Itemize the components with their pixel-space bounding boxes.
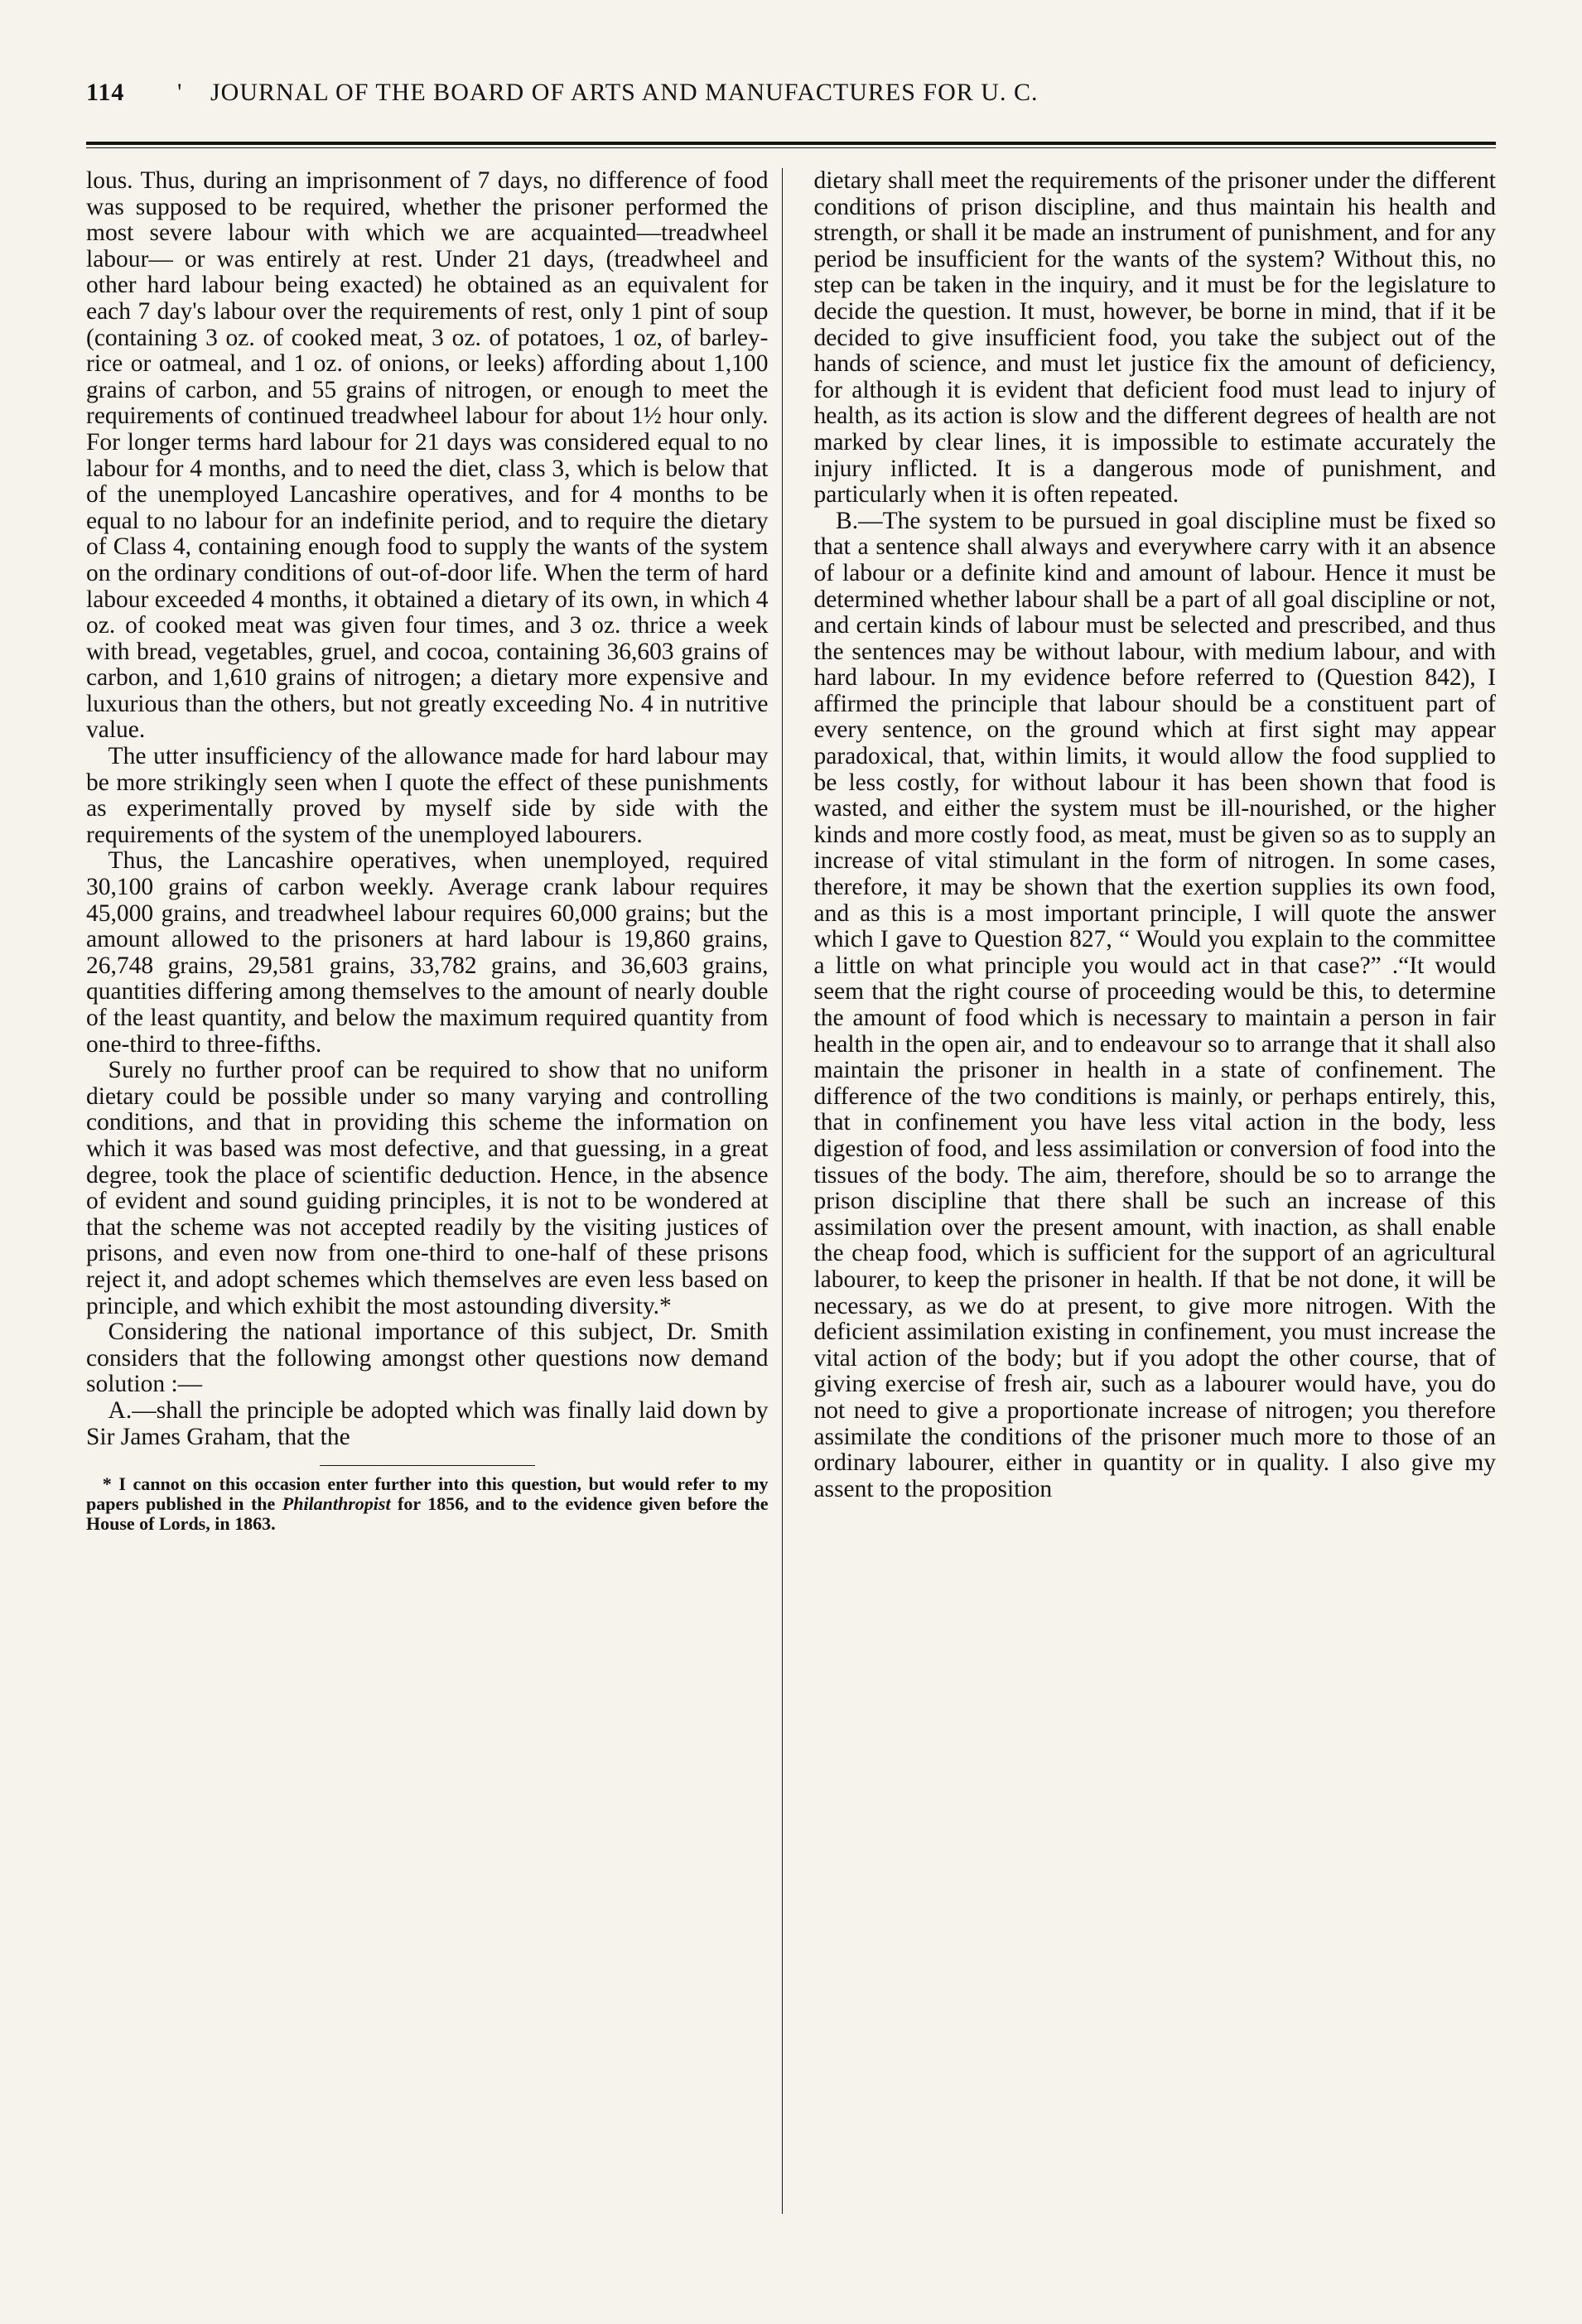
- right-column: [801, 168, 1497, 2214]
- paragraph: dietary shall meet the requirements of the prisoner under the different conditions of prison discipline, and thus maintain his health and strength, or shall it be made an instrument of punishment, and for any period be insufficient for the wants of the system? Without this, no step can be taken in the inquiry, and it must be for the legislature to decide the question. It must, however, be borne in mind, that if it be decided to give insufficient food, you take the subject out of the hands of science, and must let justice fix the amount of deficiency, for although it is evident that deficient food must lead to injury of health, as its action is slow and the different degrees of health are not marked by clear lines, it is impossible to estimate accurately the injury inflicted. It is a dangerous mode of punishment, and particularly when it is often repeated.: [813, 167, 1496, 509]
- page-number: 114: [86, 79, 125, 106]
- left-column: [86, 168, 783, 2214]
- paragraph: The utter insufficiency of the allowance made for hard labour may be more strikingly seen when I quote the effect of these punishments as experimentally proved by myself side by side with the requirements of the system of the unemployed labourers.: [86, 743, 769, 848]
- paragraph: Surely no further proof can be required to show that no uniform dietary could be possible under so many varying and controlling conditions, and that in providing this scheme the information on which it was based was most defective, and that guessing, in a great degree, took the place of scientific deduction. Hence, in the absence of evident and sound guiding principles, it is not to be wondered at that the scheme was not accepted readily by the visiting justices of prisons, and even now from one-third to one-half of these prisons reject it, and adopt schemes which themselves are even less based on principle, and which exhibit the most astounding diversity.*: [86, 1057, 769, 1319]
- header-mark: ': [177, 79, 183, 106]
- paragraph: A.—shall the principle be adopted which was finally laid down by Sir James Graham, that the: [86, 1396, 769, 1450]
- header-rule-thin: [86, 147, 1496, 148]
- footnote-italic: Philanthropist: [282, 1493, 391, 1515]
- footnote-text-end: for 1856, and to the evidence given before the House of Lords, in 1863.: [86, 1493, 769, 1535]
- paragraph: Thus, the Lancashire operatives, when unemployed, required 30,100 grains of carbon weekly. Average crank labour requires 45,000 grains, and treadwheel labour requires 60,000 grains; but the amount allowed to the prisoners at hard labour is 19,860 grains, 26,748 grains, 29,581 grains, 33,782 grains, and 36,603 grains, quantities differing among themselves to the amount of nearly double of the least quantity, and below the maximum required quantity from one-third to three-fifths.: [86, 847, 769, 1058]
- running-header: [86, 79, 1496, 120]
- footnote-text: * I cannot on this occasion enter further into this question, but would refer to my papers published in the: [86, 1473, 769, 1515]
- footnote: [86, 1474, 769, 1534]
- header-rule: [86, 142, 1496, 145]
- paragraph: B.—The system to be pursued in goal discipline must be fixed so that a sentence shall always and everywhere carry with it an absence of labour or a definite kind and amount of labour. Hence it must be determined whether labour shall be a part of all goal discipline or not, and certain kinds of labour must be selected and prescribed, and thus the sentences may be without labour, with medium labour, and with hard labour. In my evidence before referred to (Question 842), I affirmed the principle that labour should be a constituent part of every sentence, on the ground which at first sight may appear paradoxical, that, within limits, it would allow the food supplied to be less costly, for without labour it has been shown that food is wasted, and either the system must be ill-nourished, or the higher kinds and more costly food, as meat, must be given so as to supply an increase of vital stimulant in the form of nitrogen. In some cases, therefore, it may be shown that the exertion supplies its own food, and as this is a most important principle, I will quote the answer which I gave to Question 827, “ Would you explain to the committee a little on what principle you would act in that case?” .“It would seem that the right course of proceeding would be this, to determine the amount of food which is necessary to maintain a person in fair health in the open air, and to endeavour so to arrange that it shall also maintain the prisoner in health in a state of confinement. The difference of the two conditions is mainly, or perhaps entirely, this, that in confinement you have less vital action in the body, less digestion of food, and less assimilation or conversion of food into the tissues of the body. The aim, therefore, should be so to arrange the prison discipline that there shall be such an increase of this assimilation over the present amount, with inaction, as shall enable the cheap food, which is sufficient for the support of an agricultural labourer, to keep the prisoner in health. If that be not done, it will be necessary, as we do at present, to give more nitrogen. With the deficient assimilation existing in confinement, you must increase the vital action of the body; but if you adopt the other course, that of giving exercise of fresh air, such as a labourer would have, you do not need to give a proportionate increase of nitrogen; you therefore assimilate the conditions of the prisoner much more to those of an ordinary labourer, either in quantity or in quality. I also give my assent to the proposition: [813, 507, 1496, 1502]
- paragraph: Considering the national importance of this subject, Dr. Smith considers that the following amongst other questions now demand solution :—: [86, 1319, 769, 1398]
- footnote-rule: [320, 1465, 535, 1466]
- journal-title: JOURNAL OF THE BOARD OF ARTS AND MANUFACTURES FOR U. C.: [210, 79, 1039, 106]
- paragraph: lous. Thus, during an imprisonment of 7 days, no difference of food was supposed to be required, whether the prisoner performed the most severe labour with which we are acquainted—treadwheel labour— or was entirely at rest. Under 21 days, (treadwheel and other hard labour being exacted) he obtained as an equivalent for each 7 day's labour over the requirements of rest, only 1 pint of soup (containing 3 oz. of cooked meat, 3 oz. of potatoes, 1 oz, of barley-rice or oatmeal, and 1 oz. of onions, or leeks) affording about 1,100 grains of carbon, and 55 grains of nitrogen, or enough to meet the requirements of continued treadwheel labour for about 1½ hour only. For longer terms hard labour for 21 days was considered equal to no labour for 4 months, and to need the diet, class 3, which is below that of the unemployed Lancashire operatives, and for 4 months to be equal to no labour for an indefinite period, and to require the dietary of Class 4, containing enough food to supply the wants of the system on the ordinary conditions of out-of-door life. When the term of hard labour exceeded 4 months, it obtained a dietary of its own, in which 4 oz. of cooked meat was given four times, and 3 oz. thrice a week with bread, vegetables, gruel, and cocoa, containing 36,603 grains of carbon, and 1,610 grains of nitrogen; a dietary more expensive and luxurious than the others, but not greatly exceeding No. 4 in nutritive value.: [86, 167, 769, 744]
- text-columns: [86, 168, 1496, 2214]
